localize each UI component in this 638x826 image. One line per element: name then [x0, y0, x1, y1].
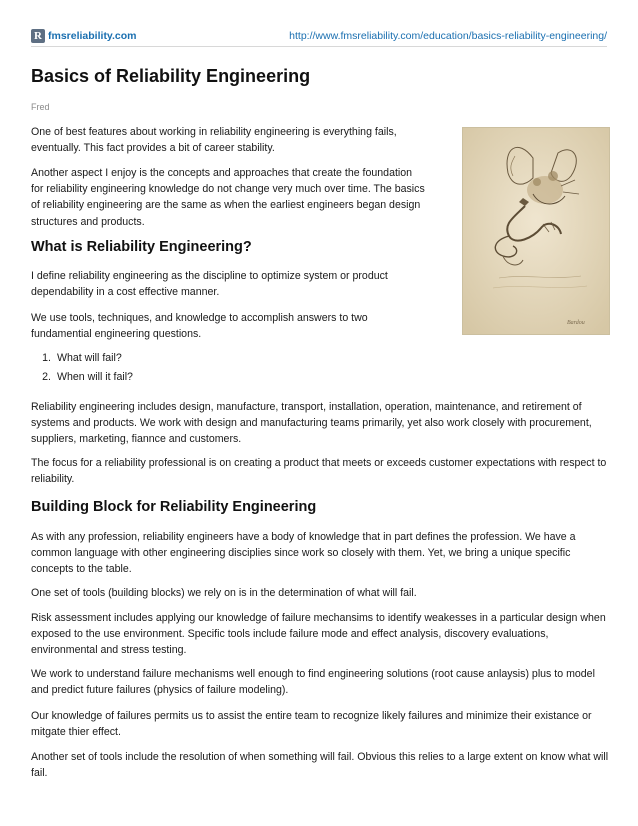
body-paragraph: One set of tools (building blocks) we rely on is in the determination of what will fail.: [31, 587, 417, 599]
body-paragraph: The focus for a reliability professional is on creating a product that meets or exceeds customer expectations with respect to reliability.: [31, 457, 607, 486]
illustration-signature: Bardou: [567, 320, 585, 326]
body-paragraph: Reliability engineering includes design, manufacture, transport, installation, operation, maintenance, and retirement of systems and products. We work with design and manufacturing teams primarily, yet also work closely with procurement, suppliers, marketing, fiannce and customers.: [31, 401, 592, 446]
header-divider: [31, 46, 607, 47]
body-paragraph: As with any profession, reliability engineers have a body of knowledge that in part defines the profession. We have a common language with other engineering disciplies since work so closely with them. Yet, we bring a unique specific concepts to the table.: [31, 531, 576, 576]
page-header: [0, 0, 638, 44]
body-paragraph: Our knowledge of failures permits us to assist the entire team to recognize likely failures and minimize their existance or mitgate thier effect.: [31, 710, 592, 739]
questions-list: [31, 350, 133, 388]
body-paragraph: Risk assessment includes applying our knowledge of failure mechansims to identify weakesses in a particular design when exposed to the use environment. Specific tools include failure mode and effect analysis, discovery evaluations, environmental and stress testing.: [31, 612, 606, 657]
illustration-image: [462, 127, 610, 335]
site-name-link[interactable]: fmsreliability.com: [48, 30, 137, 42]
article-title: Basics of Reliability Engineering: [31, 66, 311, 86]
author-name: Fred: [31, 102, 50, 112]
section-heading-what-is: What is Reliability Engineering?: [31, 239, 252, 255]
body-paragraph: I define reliability engineering as the discipline to optimize system or product dependability in a cost effective manner.: [31, 270, 388, 299]
body-paragraph: We work to understand failure mechanisms well enough to find engineering solutions (root cause anlaysis) plus to model and predict future failures (physics of failure modeling).: [31, 668, 595, 697]
intro-paragraph: One of best features about working in reliability engineering is everything fails, eventually. This fact provides a bit of career stability.: [31, 126, 397, 155]
intro-paragraph: Another aspect I enjoy is the concepts and approaches that create the foundation for reliability engineering knowledge do not change very much over time. The basics of reliability engineering are the same as when the earliest engineers began design structures and products.: [31, 167, 425, 228]
body-paragraph: Another set of tools include the resolution of when something will fail. Obvious this relies to a large extent on know what will fail.: [31, 751, 609, 780]
section-heading-building-block: Building Block for Reliability Engineering: [31, 499, 317, 515]
list-item: 1. What will fail?: [42, 352, 122, 364]
site-logo-icon: R: [31, 29, 45, 43]
body-paragraph: We use tools, techniques, and knowledge to accomplish answers to two fundamential engineering questions.: [31, 312, 368, 341]
engraving-illustration-icon: [463, 128, 609, 334]
page-url-link[interactable]: http://www.fmsreliability.com/education/basics-reliability-engineering/: [289, 30, 607, 42]
list-item: 2. When will it fail?: [42, 371, 133, 383]
